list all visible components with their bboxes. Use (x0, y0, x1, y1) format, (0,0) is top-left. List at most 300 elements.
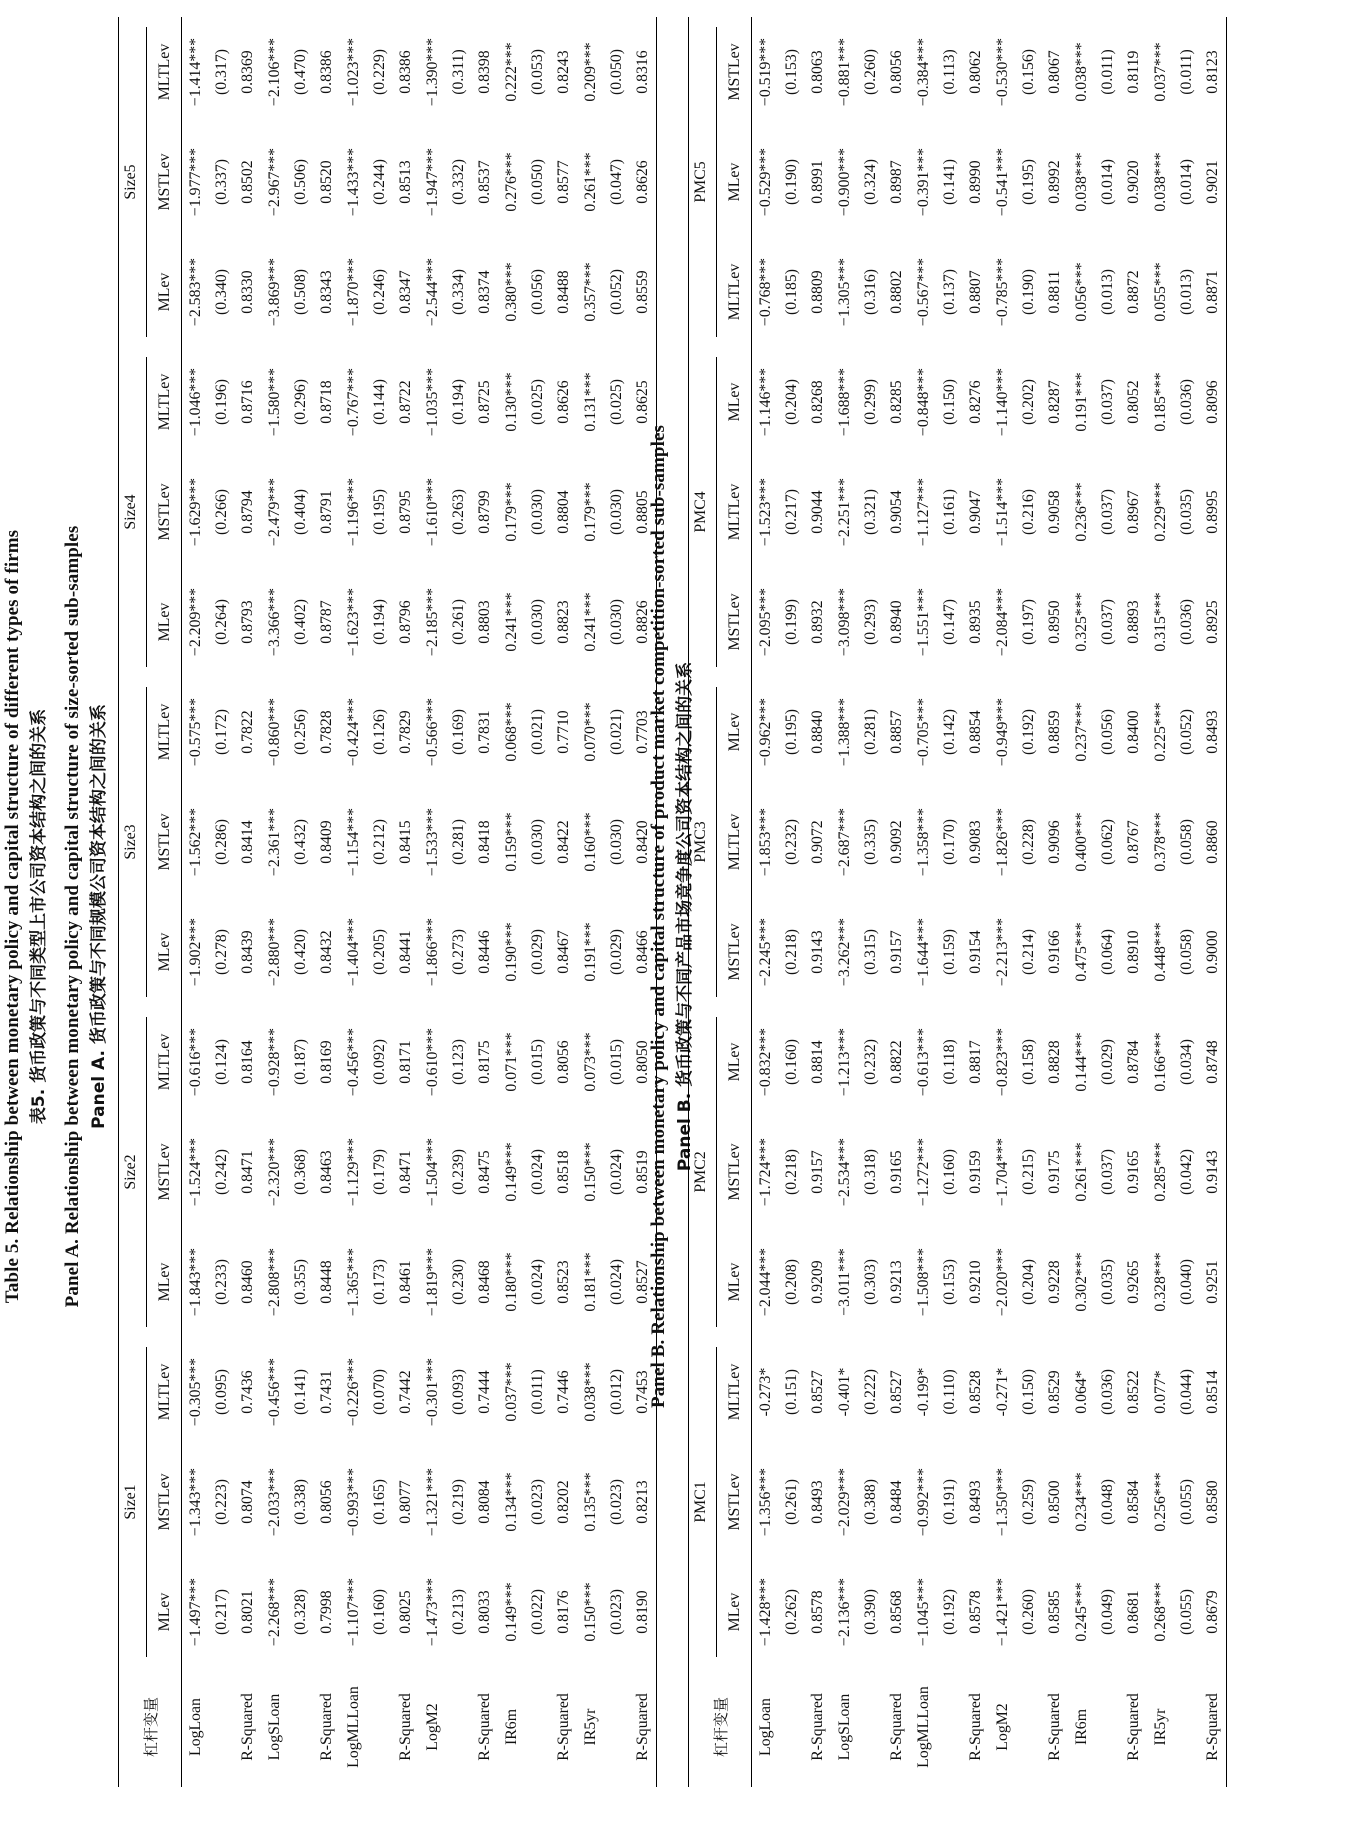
table-cell: 0.037*** (502, 1362, 520, 1422)
table-cell: 0.8448 (317, 1260, 335, 1304)
table-cell: −2.967*** (265, 147, 283, 217)
table-cell: 0.9157 (808, 1150, 826, 1194)
table-cell: (0.185) (782, 268, 800, 316)
table-cell: −2.808*** (265, 1247, 283, 1317)
table-cell: 0.8826 (629, 567, 657, 677)
table-cell: (0.013) (1098, 268, 1116, 316)
table-cell: 0.8202 (554, 1480, 572, 1524)
column-header: MLTLev (149, 1337, 182, 1447)
table-cell: −0.705*** (914, 697, 932, 767)
table-cell: 0.8828 (1045, 1040, 1063, 1084)
table-cell: 0.8527 (887, 1370, 905, 1414)
table-cell: −0.768*** (756, 257, 774, 327)
table-row (367, 17, 392, 1787)
group-label: Size2 (122, 1017, 147, 1327)
row-label: IR6m (502, 1709, 520, 1745)
table-cell: −1.404*** (344, 917, 362, 987)
table-cell: −2.106*** (265, 37, 283, 107)
table-row (209, 17, 234, 1787)
table-title-zh: 表5. 货币政策与不同类型上市公司资本结构之间的关系 (29, 708, 49, 1125)
table-cell: 0.8123 (1199, 17, 1227, 127)
table-cell: 0.325*** (1072, 592, 1090, 652)
table-cell: 0.8817 (966, 1040, 984, 1084)
table-cell: −0.767*** (344, 367, 362, 437)
table-cell: −1.421*** (993, 1577, 1011, 1647)
table-cell: 0.8500 (1045, 1480, 1063, 1524)
table-cell: (0.195) (782, 708, 800, 756)
table-cell: 0.8441 (396, 930, 414, 974)
table-cell: 0.261*** (1072, 1142, 1090, 1202)
table-cell: −0.384*** (914, 37, 932, 107)
table-cell: 0.8794 (238, 490, 256, 534)
table-cell: −3.098*** (835, 587, 853, 657)
table-cell: 0.236*** (1072, 482, 1090, 542)
table-cell: 0.8169 (317, 1040, 335, 1084)
table-cell: 0.8523 (554, 1260, 572, 1304)
table-cell: (0.286) (212, 818, 230, 866)
table-cell: 0.8096 (1199, 347, 1227, 457)
table-cell: −1.414*** (186, 37, 204, 107)
table-cell: −1.127*** (914, 477, 932, 547)
table-cell: (0.222) (861, 1368, 879, 1416)
table-row (831, 17, 858, 1787)
table-cell: 0.276*** (502, 152, 520, 212)
table-cell: 0.8935 (966, 600, 984, 644)
table-cell: −0.962*** (756, 697, 774, 767)
table-cell: (0.266) (212, 488, 230, 536)
table-cell: (0.506) (291, 158, 309, 206)
column-header: MLev (719, 1007, 752, 1117)
table-cell: 0.8578 (808, 1590, 826, 1634)
table-cell: 0.8475 (475, 1150, 493, 1194)
table-cell: 0.068*** (502, 702, 520, 762)
column-header: MLev (719, 1227, 752, 1337)
table-cell: 0.8722 (396, 380, 414, 424)
table-cell: 0.9021 (1199, 127, 1227, 237)
group-header (119, 677, 150, 1007)
table-cell: 0.191*** (1072, 372, 1090, 432)
table-cell: 0.9265 (1124, 1260, 1142, 1304)
table-cell: 0.150*** (581, 1142, 599, 1202)
table-row (340, 17, 367, 1787)
table-cell: (0.368) (291, 1148, 309, 1196)
column-header: MSTLev (719, 567, 752, 677)
column-header: MSTLev (719, 1447, 752, 1557)
table-cell: 0.9047 (966, 490, 984, 534)
column-header: MSTLev (149, 1117, 182, 1227)
corner-header: 杠杆变量 (689, 1667, 752, 1787)
table-cell: 0.8967 (1124, 490, 1142, 534)
table-cell: -0.273* (756, 1367, 774, 1417)
table-cell: 0.9000 (1199, 897, 1227, 1007)
column-header: MSTLev (149, 457, 182, 567)
table-cell: 0.9058 (1045, 490, 1063, 534)
table-cell: 0.8021 (238, 1590, 256, 1634)
panel-b-title-zh: Panel B. 货币政策与不同产品市场竞争度公司资本结构之间的关系 (675, 661, 695, 1172)
row-label (1174, 1667, 1199, 1787)
table-cell: (0.192) (1019, 708, 1037, 756)
table-cell: −1.623*** (344, 587, 362, 657)
table-cell: 0.181*** (581, 1252, 599, 1312)
table-cell: (0.029) (528, 928, 546, 976)
table-cell: 0.7822 (238, 710, 256, 754)
table-cell: (0.169) (449, 708, 467, 756)
table-cell: 0.8840 (808, 710, 826, 754)
table-cell: 0.8679 (1199, 1557, 1227, 1667)
column-header: MLev (719, 127, 752, 237)
group-header (119, 17, 150, 347)
table-cell: (0.204) (1019, 1258, 1037, 1306)
table-cell: 0.8460 (238, 1260, 256, 1304)
table-cell: (0.324) (861, 158, 879, 206)
column-header: MLev (149, 897, 182, 1007)
table-cell: −3.366*** (265, 587, 283, 657)
table-cell: 0.9092 (887, 820, 905, 864)
table-cell: (0.328) (291, 1588, 309, 1636)
table-cell: (0.044) (1177, 1368, 1195, 1416)
table-cell: 0.302*** (1072, 1252, 1090, 1312)
table-cell: (0.150) (1019, 1368, 1037, 1416)
panel-b-title-en: Panel B. Relationship between monetary policy and capital structure of product market competition-sorted sub-samples (648, 424, 669, 1409)
group-label: PMC3 (692, 687, 717, 997)
table-cell: 0.150*** (581, 1582, 599, 1642)
table-cell: (0.216) (1019, 488, 1037, 536)
table-cell: −1.523*** (756, 477, 774, 547)
table-cell: 0.8067 (1045, 50, 1063, 94)
table-cell: (0.150) (940, 378, 958, 426)
table-cell: 0.8626 (629, 127, 657, 237)
group-header (689, 1337, 720, 1667)
panel-b-table (688, 17, 1227, 1787)
table-cell: −0.226*** (344, 1357, 362, 1427)
table-cell: −1.508*** (914, 1247, 932, 1317)
table-cell: 0.8287 (1045, 380, 1063, 424)
table-row (1016, 17, 1041, 1787)
table-cell: (0.037) (1098, 488, 1116, 536)
table-cell: (0.118) (940, 1039, 958, 1085)
table-cell: −2.020*** (993, 1247, 1011, 1317)
row-label: R-Squared (396, 1693, 414, 1761)
table-row (604, 17, 629, 1787)
row-label: IR5yr (581, 1708, 599, 1746)
table-cell: (0.228) (1019, 818, 1037, 866)
table-cell: (0.141) (940, 158, 958, 206)
table-cell: (0.030) (607, 818, 625, 866)
table-cell: (0.191) (940, 1478, 958, 1526)
table-cell: −0.566*** (423, 697, 441, 767)
row-label: R-Squared (475, 1693, 493, 1761)
row-label (367, 1667, 392, 1787)
table-cell: (0.215) (1019, 1148, 1037, 1196)
table-cell: 0.8718 (317, 380, 335, 424)
table-cell: (0.024) (528, 1258, 546, 1306)
table-cell: (0.296) (291, 378, 309, 426)
table-cell: (0.015) (607, 1038, 625, 1086)
table-cell: −1.902*** (186, 917, 204, 987)
table-cell: 0.256*** (1151, 1472, 1169, 1532)
table-row (1095, 17, 1120, 1787)
table-cell: (0.260) (1019, 1588, 1037, 1636)
table-cell: 0.9154 (966, 930, 984, 974)
table-cell: 0.8414 (238, 820, 256, 864)
table-cell: −0.391*** (914, 147, 932, 217)
table-cell: 0.400*** (1072, 812, 1090, 872)
row-label (525, 1667, 550, 1787)
table-cell: (0.293) (861, 598, 879, 646)
table-cell: (0.053) (528, 48, 546, 96)
table-cell: 0.9166 (1045, 930, 1063, 974)
group-label: Size1 (122, 1347, 147, 1657)
table-cell: (0.050) (528, 158, 546, 206)
table-cell: −1.514*** (993, 477, 1011, 547)
table-cell: (0.030) (528, 818, 546, 866)
table-cell: (0.190) (1019, 268, 1037, 316)
table-cell: 0.475*** (1072, 922, 1090, 982)
table-cell: (0.024) (528, 1148, 546, 1196)
table-cell: 0.8493 (1199, 677, 1227, 787)
table-cell: (0.260) (861, 48, 879, 96)
table-cell: 0.209*** (581, 42, 599, 102)
table-cell: −0.832*** (756, 1027, 774, 1097)
table-cell: 0.245*** (1072, 1582, 1090, 1642)
table-cell: 0.225*** (1151, 702, 1169, 762)
table-cell: 0.9175 (1045, 1150, 1063, 1194)
table-cell: −0.992*** (914, 1467, 932, 1537)
table-cell: −1.428*** (756, 1577, 774, 1647)
table-cell: 0.8799 (475, 490, 493, 534)
table-row (883, 17, 910, 1787)
panel-a-title-zh: Panel A. 货币政策与不同规模公司资本结构之间的关系 (89, 704, 109, 1129)
table-cell: 0.8084 (475, 1480, 493, 1524)
table-cell: (0.194) (449, 378, 467, 426)
table-cell: 0.8796 (396, 600, 414, 644)
table-cell: −2.136*** (835, 1577, 853, 1647)
row-label (209, 1667, 234, 1787)
table-cell: (0.338) (291, 1478, 309, 1526)
table-cell: (0.194) (370, 598, 388, 646)
table-row (752, 17, 780, 1787)
table-cell: (0.388) (861, 1478, 879, 1526)
table-cell: 0.8415 (396, 820, 414, 864)
table-row (1147, 17, 1174, 1787)
table-cell: −2.361*** (265, 807, 283, 877)
table-cell: (0.196) (212, 378, 230, 426)
table-cell: −1.551*** (914, 587, 932, 657)
row-label: LogM2 (423, 1703, 441, 1751)
table-cell: (0.205) (370, 928, 388, 976)
row-label: R-Squared (238, 1693, 256, 1761)
table-cell: (0.126) (370, 708, 388, 756)
table-cell: 0.8559 (629, 237, 657, 347)
table-cell: −0.456*** (344, 1027, 362, 1097)
table-cell: (0.023) (607, 1478, 625, 1526)
row-label (604, 1667, 629, 1787)
table-cell: -0.271* (993, 1367, 1011, 1417)
table-cell: −1.524*** (186, 1137, 204, 1207)
table-row (313, 17, 340, 1787)
table-cell: (0.192) (940, 1588, 958, 1636)
column-header: MLTLev (149, 17, 182, 127)
table-cell: 0.8488 (554, 270, 572, 314)
table-cell: −1.146*** (756, 367, 774, 437)
table-cell: (0.036) (1177, 598, 1195, 646)
row-label: R-Squared (317, 1693, 335, 1761)
table-cell: (0.055) (1177, 1588, 1195, 1636)
table-cell: (0.029) (1098, 1038, 1116, 1086)
table-cell: 0.8802 (887, 270, 905, 314)
table-cell: 0.9228 (1045, 1260, 1063, 1304)
table-cell: (0.014) (1098, 158, 1116, 206)
table-row (962, 17, 989, 1787)
table-cell: (0.052) (1177, 708, 1195, 756)
table-cell: (0.030) (607, 488, 625, 536)
table-cell: −0.567*** (914, 257, 932, 327)
table-cell: (0.223) (212, 1478, 230, 1526)
table-cell: 0.8518 (554, 1150, 572, 1194)
table-cell: −1.610*** (423, 477, 441, 547)
table-cell: 0.8493 (966, 1480, 984, 1524)
table-cell: −1.343*** (186, 1467, 204, 1537)
table-cell: (0.264) (212, 598, 230, 646)
table-cell: 0.077* (1151, 1370, 1169, 1414)
table-cell: (0.232) (861, 1038, 879, 1086)
table-cell: −1.688*** (835, 367, 853, 437)
table-cell: (0.030) (607, 598, 625, 646)
row-label (446, 1667, 471, 1787)
row-label (1095, 1667, 1120, 1787)
table-cell: 0.166*** (1151, 1032, 1169, 1092)
table-cell: (0.316) (861, 268, 879, 316)
table-cell: −2.544*** (423, 257, 441, 327)
table-cell: −1.580*** (265, 367, 283, 437)
table-row (989, 17, 1016, 1787)
table-cell: (0.219) (449, 1478, 467, 1526)
row-label: LogSLoan (835, 1693, 853, 1761)
table-cell: (0.187) (291, 1038, 309, 1086)
table-cell: 0.8910 (1124, 930, 1142, 974)
table-cell: 0.8400 (1124, 710, 1142, 754)
table-cell: 0.056*** (1072, 262, 1090, 322)
table-cell: (0.217) (212, 1588, 230, 1636)
table-cell: −1.350*** (993, 1467, 1011, 1537)
table-cell: −2.209*** (186, 587, 204, 657)
table-cell: 0.9054 (887, 490, 905, 534)
table-cell: (0.023) (607, 1588, 625, 1636)
group-label: Size5 (122, 27, 147, 337)
table-row (1174, 17, 1199, 1787)
table-cell: (0.334) (449, 268, 467, 316)
table-cell: 0.241*** (502, 592, 520, 652)
table-cell: −1.046*** (186, 367, 204, 437)
table-cell: 0.8422 (554, 820, 572, 864)
table-cell: −1.724*** (756, 1137, 774, 1207)
table-cell: (0.263) (449, 488, 467, 536)
table-cell: 0.8681 (1124, 1590, 1142, 1634)
table-cell: −2.880*** (265, 917, 283, 987)
table-cell: −2.251*** (835, 477, 853, 547)
table-cell: −0.928*** (265, 1027, 283, 1097)
table-cell: 0.191*** (581, 922, 599, 982)
table-cell: (0.156) (1019, 48, 1037, 96)
table-cell: (0.021) (607, 708, 625, 756)
table-cell: −1.819*** (423, 1247, 441, 1317)
table-cell: (0.355) (291, 1258, 309, 1306)
table-cell: (0.013) (1177, 268, 1195, 316)
table-cell: −1.107*** (344, 1577, 362, 1647)
table-cell: −1.533*** (423, 807, 441, 877)
table-cell: (0.404) (291, 488, 309, 536)
table-cell: (0.021) (528, 708, 546, 756)
table-row (1041, 17, 1068, 1787)
group-header (119, 1007, 150, 1337)
table-cell: 0.7828 (317, 710, 335, 754)
column-header: MLev (719, 347, 752, 457)
table-cell: (0.029) (607, 928, 625, 976)
table-cell: 0.070*** (581, 702, 599, 762)
table-cell: 0.144*** (1072, 1032, 1090, 1092)
table-cell: (0.034) (1177, 1038, 1195, 1086)
table-cell: 0.037*** (1151, 42, 1169, 102)
table-row (937, 17, 962, 1787)
row-label: LogLoan (186, 1698, 204, 1756)
table-cell: 0.8940 (887, 600, 905, 644)
table-cell: 0.8626 (554, 380, 572, 424)
table-cell: 0.7710 (554, 710, 572, 754)
table-cell: −0.530*** (993, 37, 1011, 107)
table-cell: (0.213) (449, 1588, 467, 1636)
table-cell: 0.8386 (396, 50, 414, 94)
table-cell: 0.9096 (1045, 820, 1063, 864)
table-cell: −1.388*** (835, 697, 853, 767)
table-cell: (0.337) (212, 158, 230, 206)
column-header: MLev (149, 237, 182, 347)
table-cell: 0.8807 (966, 270, 984, 314)
table-cell: 0.8580 (1199, 1447, 1227, 1557)
table-cell: (0.165) (370, 1478, 388, 1526)
table-cell: (0.062) (1098, 818, 1116, 866)
table-cell: 0.8063 (808, 50, 826, 94)
table-cell: 0.7831 (475, 710, 493, 754)
table-cell: 0.130*** (502, 372, 520, 432)
table-cell: 0.8268 (808, 380, 826, 424)
table-cell: 0.8077 (396, 1480, 414, 1524)
table-cell: 0.9165 (887, 1150, 905, 1194)
table-row (498, 17, 525, 1787)
table-cell: 0.8767 (1124, 820, 1142, 864)
table-cell: (0.048) (1098, 1478, 1116, 1526)
table-cell: (0.173) (370, 1258, 388, 1306)
group-header (119, 347, 150, 677)
table-cell: (0.035) (1098, 1258, 1116, 1306)
table-cell: (0.123) (449, 1038, 467, 1086)
table-cell: 0.7436 (238, 1370, 256, 1414)
table-cell: −2.213*** (993, 917, 1011, 987)
table-cell: (0.058) (1177, 928, 1195, 976)
column-header: MSTLev (149, 787, 182, 897)
table-row (1199, 17, 1227, 1787)
table-cell: 0.8418 (475, 820, 493, 864)
table-cell: (0.037) (1098, 378, 1116, 426)
table-cell: -0.401* (835, 1367, 853, 1417)
table-row (910, 17, 937, 1787)
table-cell: 0.9213 (887, 1260, 905, 1304)
column-header: MLev (149, 1227, 182, 1337)
column-header: MSTLev (719, 897, 752, 1007)
table-cell: (0.315) (861, 928, 879, 976)
table-cell: (0.317) (212, 48, 230, 96)
table-cell: 0.8369 (238, 50, 256, 94)
table-cell: (0.159) (940, 928, 958, 976)
